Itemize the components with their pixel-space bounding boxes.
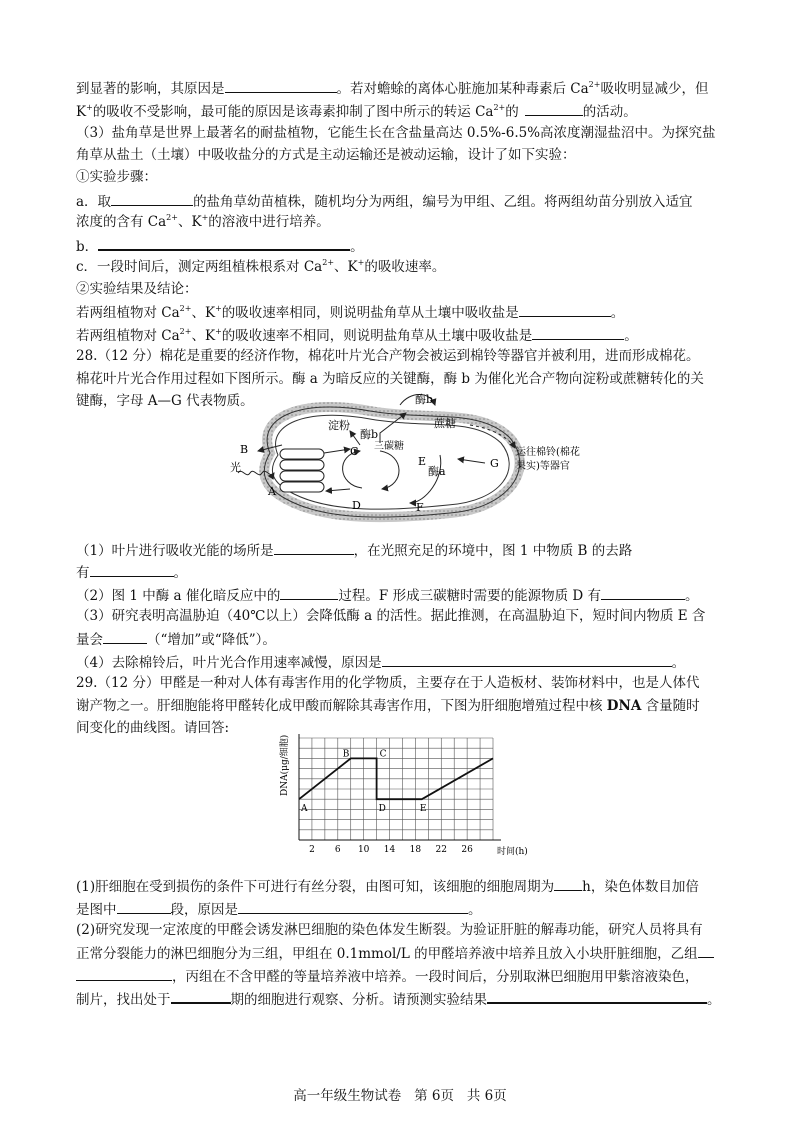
answer-blank[interactable] (525, 101, 583, 116)
answer-blank[interactable] (698, 943, 714, 958)
label-B: B (240, 443, 249, 456)
q29-q2-line-2: 正常分裂能力的淋巴细胞分为三组，甲组在 0.1mmol/L 的甲醛培养液中培养且放入小块肝脏细胞，乙组 (76, 943, 714, 963)
answer-blank[interactable] (382, 652, 672, 667)
x-tick-label: 18 (409, 845, 422, 855)
answer-blank[interactable] (274, 540, 354, 555)
y-axis-label: DNA(μg/细胞) (280, 734, 290, 796)
dna-content-chart (275, 732, 535, 862)
x-tick-label: 22 (435, 845, 447, 855)
q27-result-1: 若两组植物对 $Ca^{2+}$、K+的吸收速率相同，则说明盐角草从土壤中吸收盐是 。 (76, 303, 625, 321)
q29-q1: (1)肝细胞在受到损伤的条件下可进行有丝分裂，由图可知，该细胞的细胞周期为 h，染色体数目加倍 (76, 876, 699, 896)
q28-stem-2: 棉花叶片光合作用过程如下图所示。酶 a 为暗反应的关键酶，酶 b 为催化光合产物向淀粉或蔗糖转化的关 (76, 371, 704, 387)
q29-q1-cont: 是图中 段，原因是 。 (76, 899, 482, 919)
thylakoid-stack (280, 449, 324, 492)
answer-blank[interactable] (532, 325, 624, 340)
page-footer: 高一年级生物试卷 第 6页 共 6页 (293, 1088, 507, 1104)
q28-q2: （2）图 1 中酶 a 催化暗反应中的 过程。F 形成三碳糖时需要的能源物质 D 有 。 (76, 585, 698, 605)
q29-stem-2: 谢产物之一。肝细胞能将甲醛转化成甲酸而解除其毒害作用，下图为肝细胞增殖过程中核 DNA 含量随时 (76, 698, 700, 714)
q29-q2-line-1: (2)研究发现一定浓度的甲醛会诱发淋巴细胞的染色体发生断裂。为验证肝脏的解毒功能，研究人员将具有 (76, 922, 703, 938)
q27-line-4: 角草从盐土（土壤）中吸收盐分的方式是主动运输还是被动运输，设计了如下实验： (76, 147, 576, 163)
q27-result-2: 若两组植物对 $Ca^{2+}$、K+的吸收速率不相同，则说明盐角草从土壤中吸收盐是 。 (76, 326, 638, 344)
q27-step-a-cont: 浓度的含有 $Ca^{2+}$、K+的溶液中进行培养。 (76, 212, 330, 230)
answer-blank[interactable] (117, 899, 171, 914)
q27-step-b: b． 。 (76, 235, 364, 256)
label-A: A (268, 485, 276, 498)
label-G: G (490, 457, 499, 470)
point-label-D: D (378, 804, 386, 815)
answer-blank[interactable] (103, 629, 147, 644)
q27-line-3: （3）盐角草是世界上最著名的耐盐植物，它能生长在含盐量高达 0.5%-6.5%高浓度潮湿盐沼中。为探究盐 (76, 125, 716, 141)
point-label-B: B (342, 749, 350, 760)
answer-blank[interactable] (487, 988, 707, 1004)
chloroplast-diagram (210, 393, 610, 533)
q28-stem-3: 键酶，字母 A—G 代表物质。 (76, 393, 254, 409)
x-tick-label: 14 (383, 845, 396, 855)
x-tick-label: 26 (461, 845, 473, 855)
q29-stem-1: 29.（12 分）甲醛是一种对人体有毒害作用的化学物质，主要存在于人造板材、装饰材料中，也是人体代 (76, 675, 700, 691)
label-enzyme-a: 酶a (428, 465, 446, 478)
q27-steps-heading: ①实验步骤： (76, 169, 157, 185)
answer-blank[interactable] (171, 988, 231, 1004)
q28-q1-cont: 有 。 (76, 562, 187, 582)
q28-q4: （4）去除棉铃后，叶片光合作用速率减慢，原因是 。 (76, 652, 685, 672)
q27-line-1: 到显著的影响，其原因是 。若对蟾蜍的离体心脏施加某种毒素后 $Ca^{2+}$吸收明显减少，但 (76, 79, 709, 97)
answer-blank[interactable] (90, 562, 174, 577)
label-E: E (418, 455, 427, 468)
point-label-A: A (301, 804, 308, 815)
label-enzyme-b-top: 酶b (415, 393, 434, 406)
answer-blank[interactable] (76, 966, 172, 981)
answer-blank[interactable] (238, 899, 468, 914)
label-starch: 淀粉 (328, 419, 350, 432)
q28-stem-1: 28.（12 分）棉花是重要的经济作物，棉花叶片光合产物会被运到棉铃等器官并被利用，进而形成棉花。 (76, 348, 700, 364)
answer-blank[interactable] (98, 235, 350, 251)
label-transport-1: 运往棉铃(棉花 (516, 447, 580, 458)
answer-blank[interactable] (111, 191, 193, 206)
label-sucrose: 蔗糖 (434, 417, 456, 430)
label-light: 光 (230, 461, 241, 474)
q28-q3: （3）研究表明高温胁迫（40℃以上）会降低酶 a 的活性。据此推测，在高温胁迫下，短时间内物质 E 含 (76, 608, 706, 624)
q27-step-a: a．取 的盐角草幼苗植株，随机均分为两组，编号为甲组、乙组。将两组幼苗分别放入适宜 (76, 191, 693, 211)
q29-stem-3: 间变化的曲线图。请回答: (76, 720, 230, 736)
answer-blank[interactable] (554, 876, 582, 891)
x-tick-label: 2 (309, 845, 315, 855)
q27-results-heading: ②实验结果及结论： (76, 281, 198, 297)
x-axis-label: 时间(h) (497, 847, 528, 857)
label-transport-2: 果实)等器官 (516, 461, 570, 472)
label-triose-1: 三 (374, 441, 384, 452)
q29-q2-line-3: ，丙组在不含甲醛的等量培养液中培养。一段时间后，分别取淋巴细胞用甲紫溶液染色， (76, 966, 699, 986)
answer-blank[interactable] (225, 78, 337, 93)
point-label-E: E (419, 804, 427, 815)
answer-blank[interactable] (601, 585, 685, 600)
label-F: F (416, 501, 424, 514)
answer-blank[interactable] (519, 302, 611, 317)
answer-blank[interactable] (280, 585, 338, 600)
label-enzyme-b-inner: 酶b (360, 428, 379, 441)
q27-step-c: c．一段时间后，测定两组植株根系对 $Ca^{2+}$、K+的吸收速率。 (76, 257, 446, 275)
x-tick-label: 10 (357, 845, 370, 855)
q27-line-2: K+的吸收不受影响，最可能的原因是该毒素抑制了图中所示的转运 $Ca^{2+}$的 的活动。 (76, 102, 637, 120)
label-D: D (352, 499, 361, 512)
q29-q2-line-4: 制片，找出处于 期的细胞进行观察、分析。请预测实验结果 。 (76, 988, 721, 1009)
point-label-C: C (379, 749, 387, 760)
label-C: C (350, 445, 359, 458)
q28-q1: （1）叶片进行吸收光能的场所是 ，在光照充足的环境中，图 1 中物质 B 的去路 (76, 540, 632, 560)
x-tick-label: 6 (334, 845, 341, 855)
q28-q3-cont: 量会 （“增加”或“降低”）。 (76, 629, 276, 649)
label-triose-2: 碳糖 (384, 441, 404, 452)
